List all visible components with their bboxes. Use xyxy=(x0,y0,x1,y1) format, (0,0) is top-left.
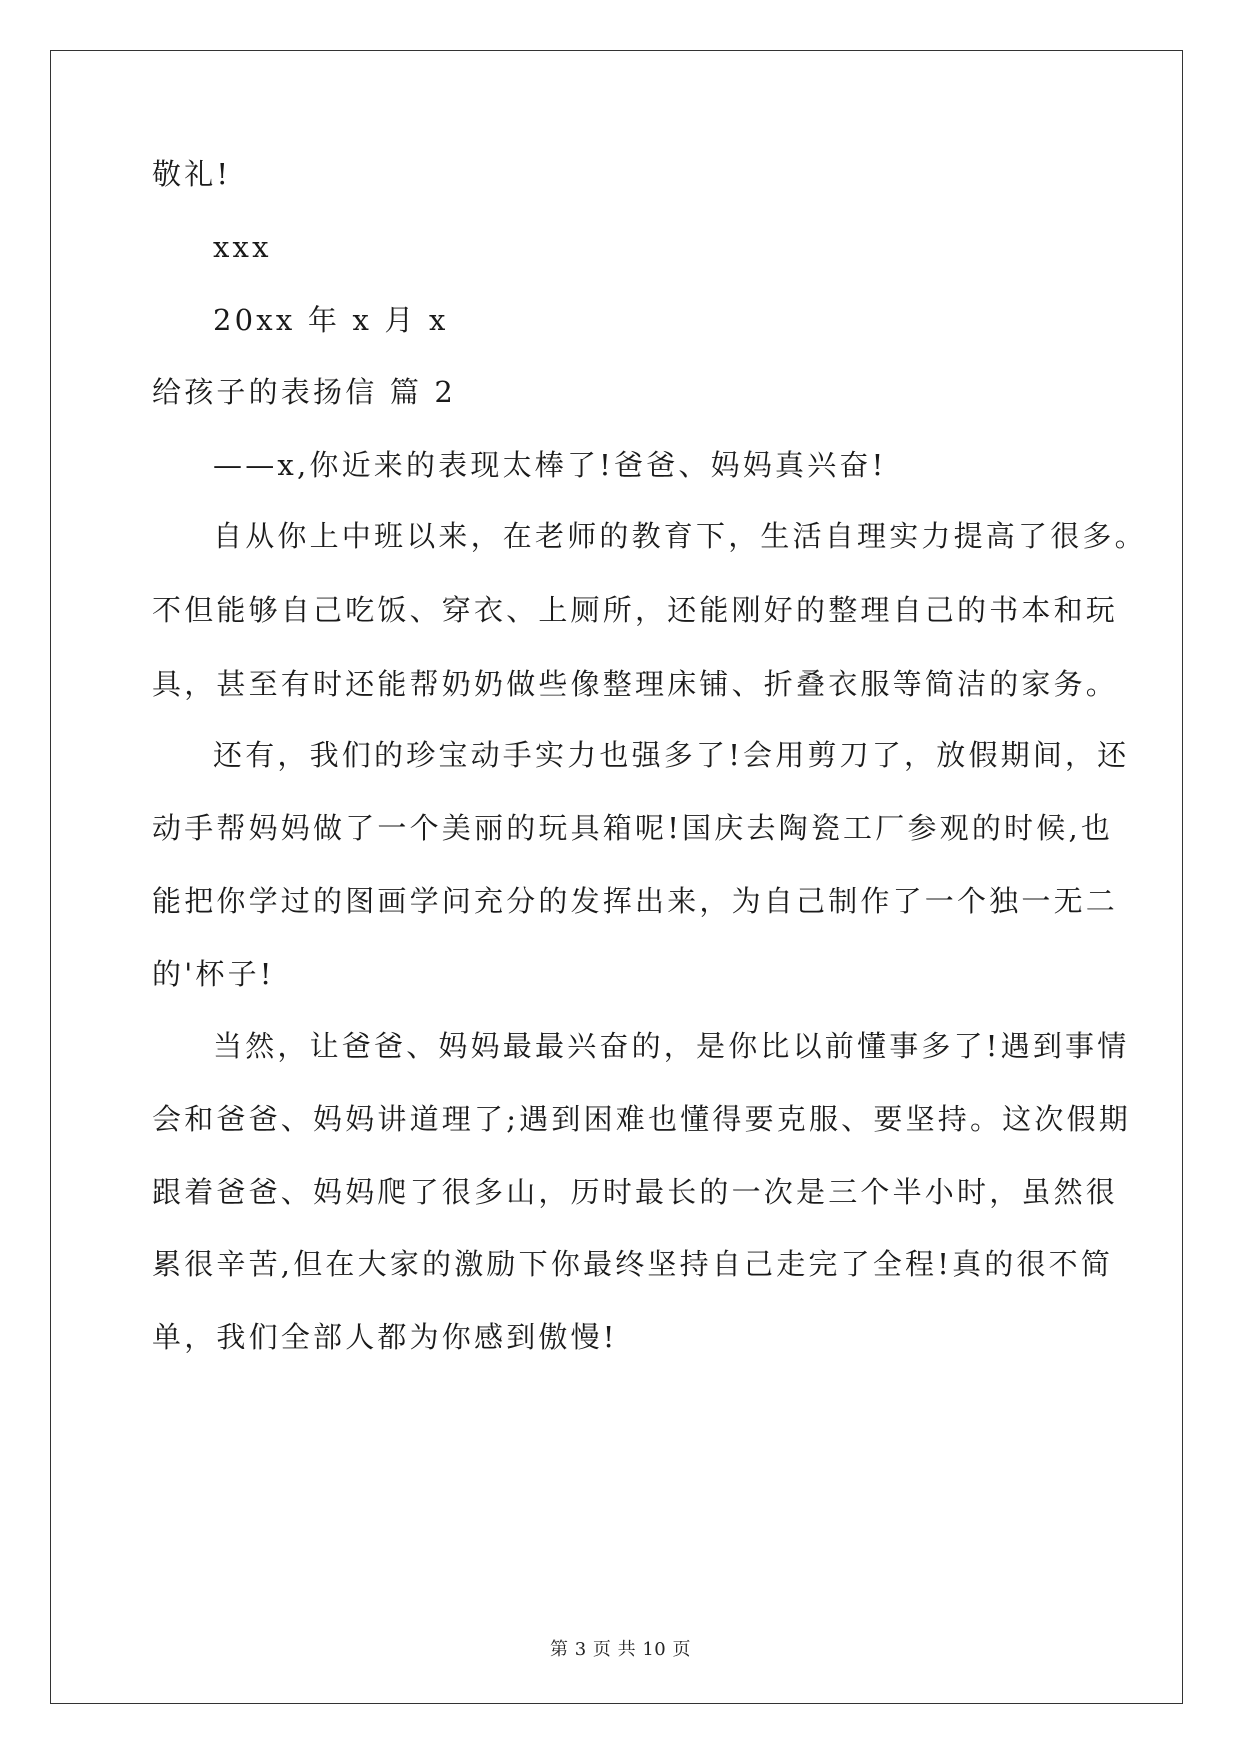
paragraph-line: 自从你上中班以来，在老师的教育下，生活自理实力提高了很多。 xyxy=(213,519,1147,553)
page-border xyxy=(50,50,1183,1704)
paragraph-line: 具，甚至有时还能帮奶奶做些像整理床铺、折叠衣服等简洁的家务。 xyxy=(152,667,1119,701)
paragraph-line: 当然，让爸爸、妈妈最最兴奋的，是你比以前懂事多了!遇到事情 xyxy=(213,1029,1130,1063)
paragraph-line: 累很辛苦,但在大家的激励下你最终坚持自己走完了全程!真的很不简 xyxy=(152,1247,1114,1281)
section-title: 给孩子的表扬信 篇 2 xyxy=(152,375,457,409)
paragraph-line: 跟着爸爸、妈妈爬了很多山，历时最长的一次是三个半小时，虽然很 xyxy=(152,1175,1119,1209)
paragraph-line: 不但能够自己吃饭、穿衣、上厕所，还能刚好的整理自己的书本和玩 xyxy=(152,593,1119,627)
closing-salutation: 敬礼! xyxy=(152,157,232,191)
signature: xxx xyxy=(213,230,272,264)
paragraph-line: 能把你学过的图画学问充分的发挥出来，为自己制作了一个独一无二 xyxy=(152,884,1119,918)
paragraph-line: 动手帮妈妈做了一个美丽的玩具箱呢!国庆去陶瓷工厂参观的时候,也 xyxy=(152,811,1114,845)
paragraph-line: 会和爸爸、妈妈讲道理了;遇到困难也懂得要克服、要坚持。这次假期 xyxy=(152,1102,1131,1136)
page-number-footer: 第 3 页 共 10 页 xyxy=(550,1639,691,1660)
letter-date: 20xx 年 x 月 x xyxy=(213,303,449,337)
paragraph-line: 还有，我们的珍宝动手实力也强多了!会用剪刀了，放假期间，还 xyxy=(213,738,1130,772)
paragraph-line: 单，我们全部人都为你感到傲慢! xyxy=(152,1320,618,1354)
paragraph-line: 的'杯子! xyxy=(152,957,275,991)
paragraph-line: ——x,你近来的表现太棒了!爸爸、妈妈真兴奋! xyxy=(213,448,887,482)
